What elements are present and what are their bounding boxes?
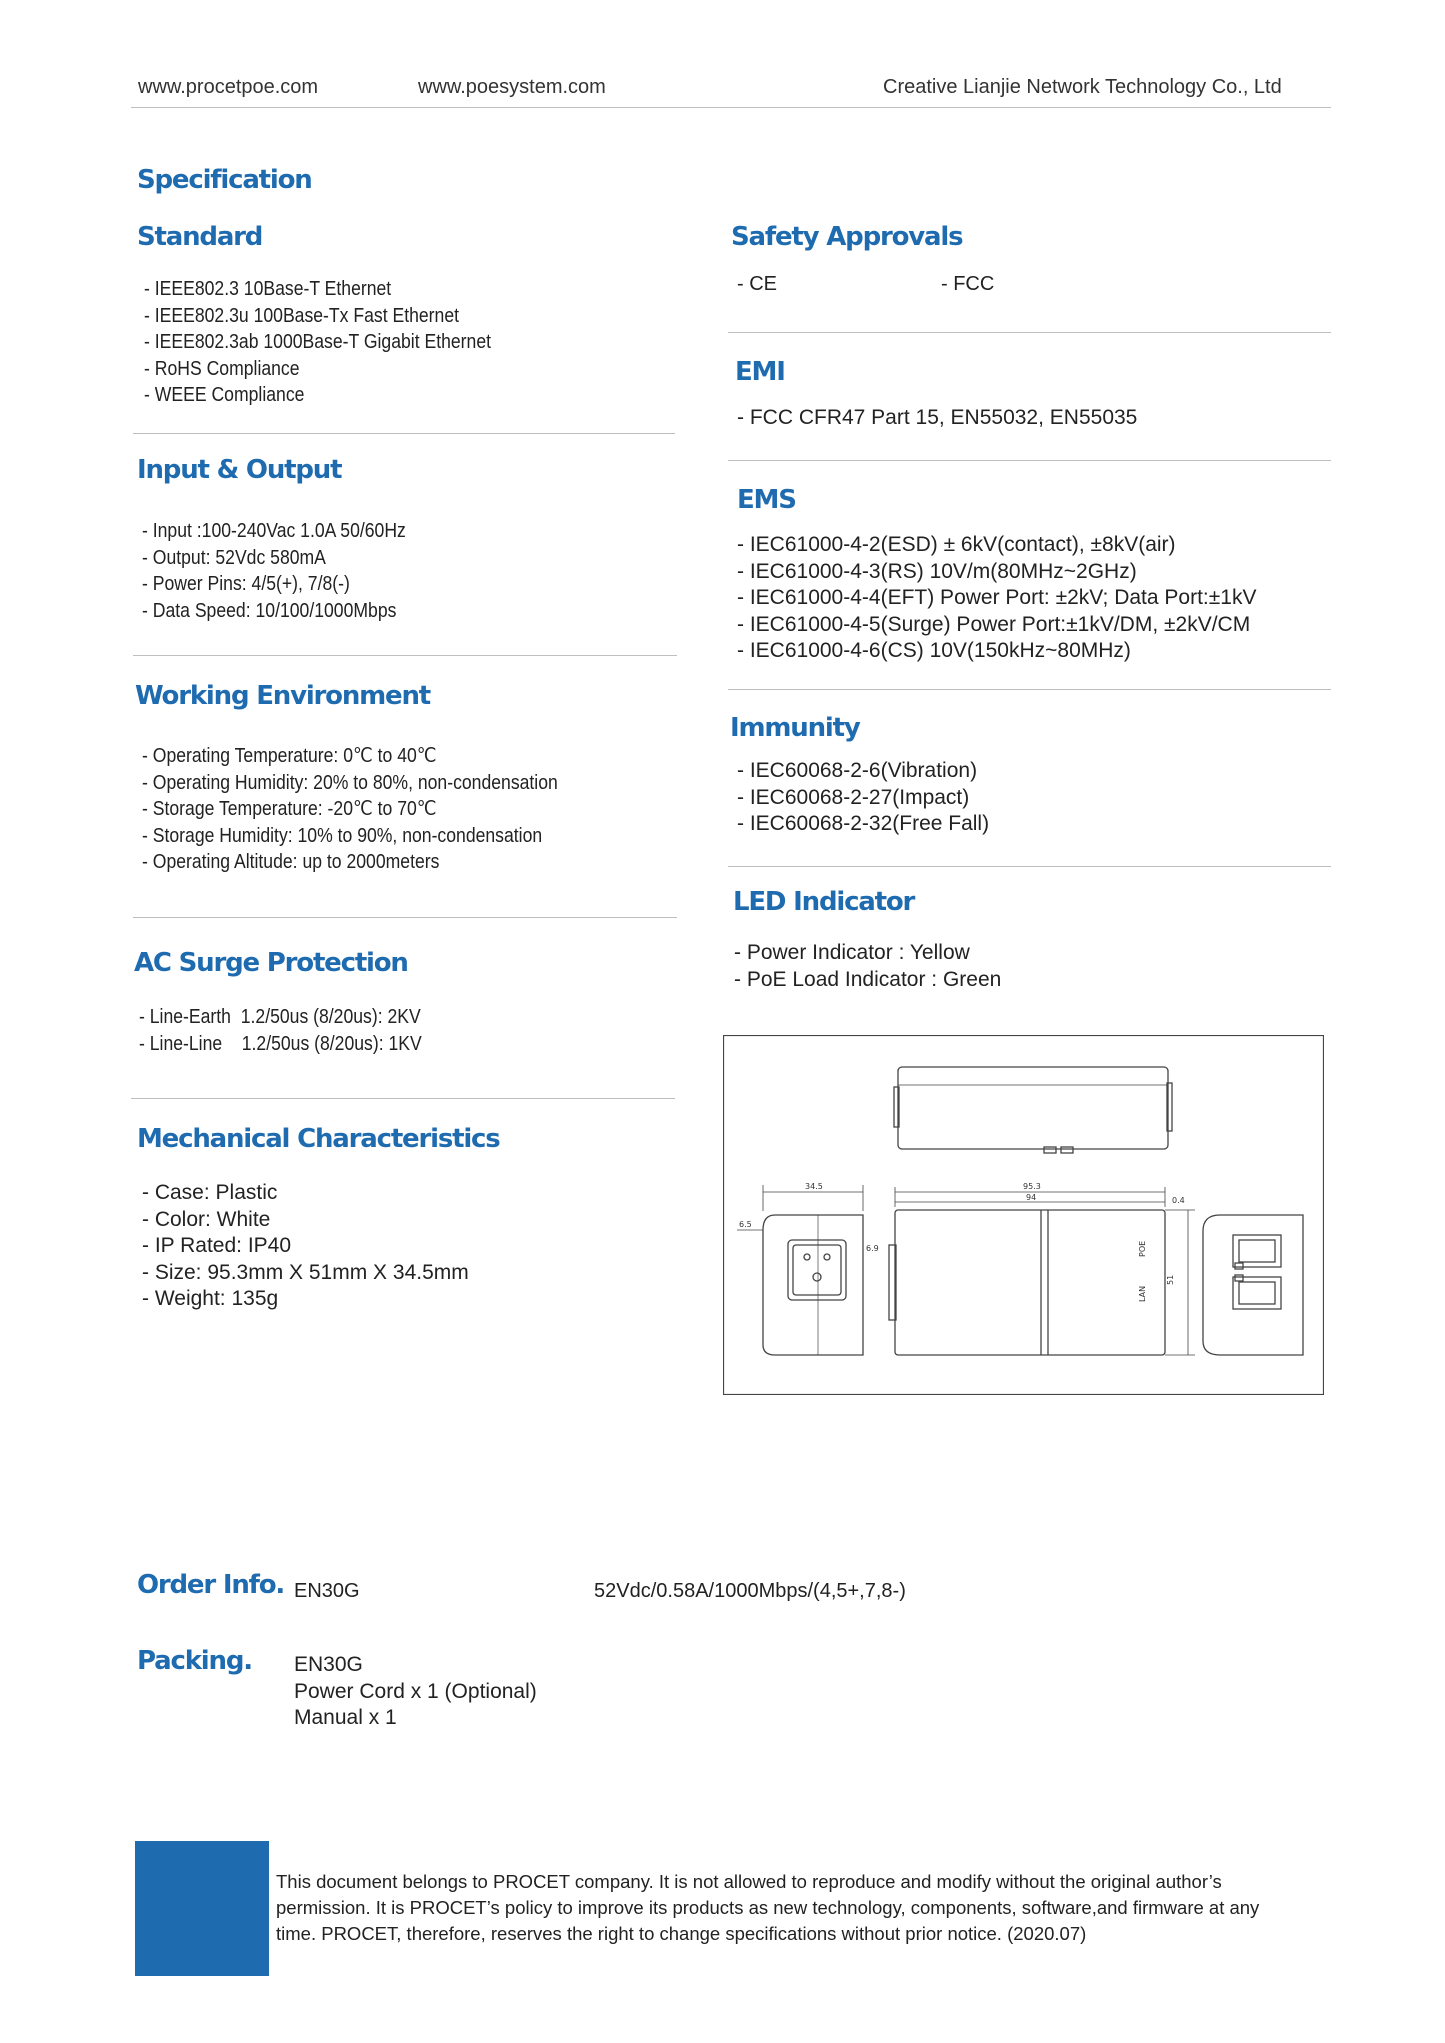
immunity-title: Immunity [730, 713, 860, 743]
list-item: - Line-Earth 1.2/50us (8/20us): 2KV [139, 1006, 421, 1028]
list-item: - Operating Altitude: up to 2000meters [142, 851, 440, 873]
disclaimer-text: This document belongs to PROCET company. It is not allowed to reproduce and modify without the original author’s permission. It is PROCET’s policy to improve its products as new technology, components, software,and firmware at any time. PROCET, therefore, reserves the right to change specifications without prior notice. (2020.07) [276, 1871, 1260, 1944]
list-item: - IEC61000-4-2(ESD) ± 6kV(contact), ±8kV(air) [737, 533, 1176, 556]
divider [728, 460, 1331, 461]
ac-surge-title: AC Surge Protection [134, 948, 408, 978]
list-item: - IEC61000-4-4(EFT) Power Port: ±2kV; Data Port:±1kV [737, 586, 1257, 609]
emi-title: EMI [735, 357, 785, 387]
dim-width-label: 34.5 [805, 1182, 823, 1191]
list-item: - Storage Humidity: 10% to 90%, non-condensation [142, 824, 543, 847]
dimension-drawing [723, 1035, 1324, 1395]
dim-length-body-label: 94 [1026, 1193, 1037, 1202]
list-item: Manual x 1 [294, 1706, 397, 1729]
dim-small-b-label: 6.5 [739, 1220, 752, 1229]
list-item: - PoE Load Indicator : Green [734, 967, 1002, 991]
list-item: - IEC60068-2-6(Vibration) [737, 759, 978, 782]
port-lan-label: LAN [1138, 1285, 1147, 1302]
specification-title: Specification [137, 165, 312, 195]
divider [728, 689, 1331, 690]
list-item: - Case: Plastic [142, 1181, 278, 1204]
packing-list [294, 1652, 537, 1732]
list-item: - Size: 95.3mm X 51mm X 34.5mm [142, 1260, 469, 1284]
divider [728, 866, 1331, 867]
safety-approvals-title: Safety Approvals [731, 222, 963, 252]
list-item: - RoHS Compliance [144, 357, 300, 380]
dim-small-a-label: 0.4 [1172, 1196, 1185, 1205]
divider [728, 332, 1331, 333]
immunity-list [737, 758, 989, 838]
list-item: - Operating Humidity: 20% to 80%, non-condensation [142, 771, 558, 794]
working-environment-title: Working Environment [135, 681, 431, 711]
list-item: - FCC CFR47 Part 15, EN55032, EN55035 [737, 406, 1138, 429]
divider [133, 655, 677, 656]
standard-list [144, 276, 491, 409]
safety-ce: - CE [737, 273, 777, 295]
header-site-procetpoe: www.procetpoe.com [138, 76, 319, 98]
input-output-list [142, 518, 406, 624]
mechanical-list [142, 1180, 469, 1313]
port-poe-label: POE [1138, 1240, 1147, 1257]
list-item: - IEC60068-2-27(Impact) [737, 785, 970, 809]
emi-list [737, 405, 1137, 432]
safety-fcc: - FCC [941, 273, 995, 295]
dim-length-total-label: 95.3 [1023, 1182, 1041, 1191]
dim-small-c-label: 6.9 [866, 1244, 879, 1253]
order-info-label: Order Info. [137, 1570, 285, 1600]
mechanical-title: Mechanical Characteristics [137, 1124, 500, 1154]
standard-title: Standard [137, 222, 263, 252]
led-indicator-list [734, 940, 1001, 993]
list-item: - IEEE802.3u 100Base-Tx Fast Ethernet [144, 304, 460, 327]
header-divider [131, 107, 1331, 108]
divider [133, 433, 675, 434]
list-item: - Color: White [142, 1207, 271, 1231]
list-item: - Input :100-240Vac 1.0A 50/60Hz [142, 520, 406, 542]
list-item: - Operating Temperature: 0℃ to 40℃ [142, 745, 437, 767]
list-item: - IP Rated: IP40 [142, 1234, 292, 1257]
header-company: Creative Lianjie Network Technology Co., Ltd [883, 76, 1282, 98]
list-item: - IEEE802.3ab 1000Base-T Gigabit Ethernet [144, 331, 492, 353]
input-output-title: Input & Output [137, 455, 342, 485]
list-item: - IEC61000-4-6(CS) 10V(150kHz~80MHz) [737, 639, 1131, 662]
led-indicator-title: LED Indicator [733, 887, 915, 917]
dim-height-label: 51 [1166, 1274, 1175, 1285]
list-item: - Power Pins: 4/5(+), 7/8(-) [142, 573, 350, 595]
list-item: - Weight: 135g [142, 1287, 279, 1310]
list-item: - Power Indicator : Yellow [734, 941, 970, 964]
ems-list [737, 532, 1256, 665]
list-item: - IEC61000-4-3(RS) 10V/m(80MHz~2GHz) [737, 559, 1137, 583]
divider [133, 917, 677, 918]
list-item: EN30G [294, 1653, 363, 1676]
list-item: - IEC61000-4-5(Surge) Power Port:±1kV/DM, ±2kV/CM [737, 612, 1251, 636]
divider [131, 1098, 675, 1099]
packing-label: Packing. [137, 1646, 252, 1676]
list-item: Power Cord x 1 (Optional) [294, 1679, 537, 1703]
order-model: EN30G [294, 1580, 360, 1602]
ems-title: EMS [737, 485, 796, 515]
list-item: - Storage Temperature: -20℃ to 70℃ [142, 798, 437, 820]
ac-surge-list [139, 1004, 422, 1057]
list-item: - Output: 52Vdc 580mA [142, 546, 326, 569]
list-item: - Line-Line 1.2/50us (8/20us): 1KV [139, 1032, 422, 1055]
list-item: - IEC60068-2-32(Free Fall) [737, 812, 990, 835]
list-item: - WEEE Compliance [144, 384, 305, 406]
header-site-poesystem: www.poesystem.com [418, 76, 606, 98]
working-environment-list [142, 743, 558, 876]
list-item: - IEEE802.3 10Base-T Ethernet [144, 278, 392, 300]
order-description: 52Vdc/0.58A/1000Mbps/(4,5+,7,8-) [594, 1580, 906, 1602]
footer-brand-block [135, 1841, 269, 1976]
list-item: - Data Speed: 10/100/1000Mbps [142, 599, 397, 622]
